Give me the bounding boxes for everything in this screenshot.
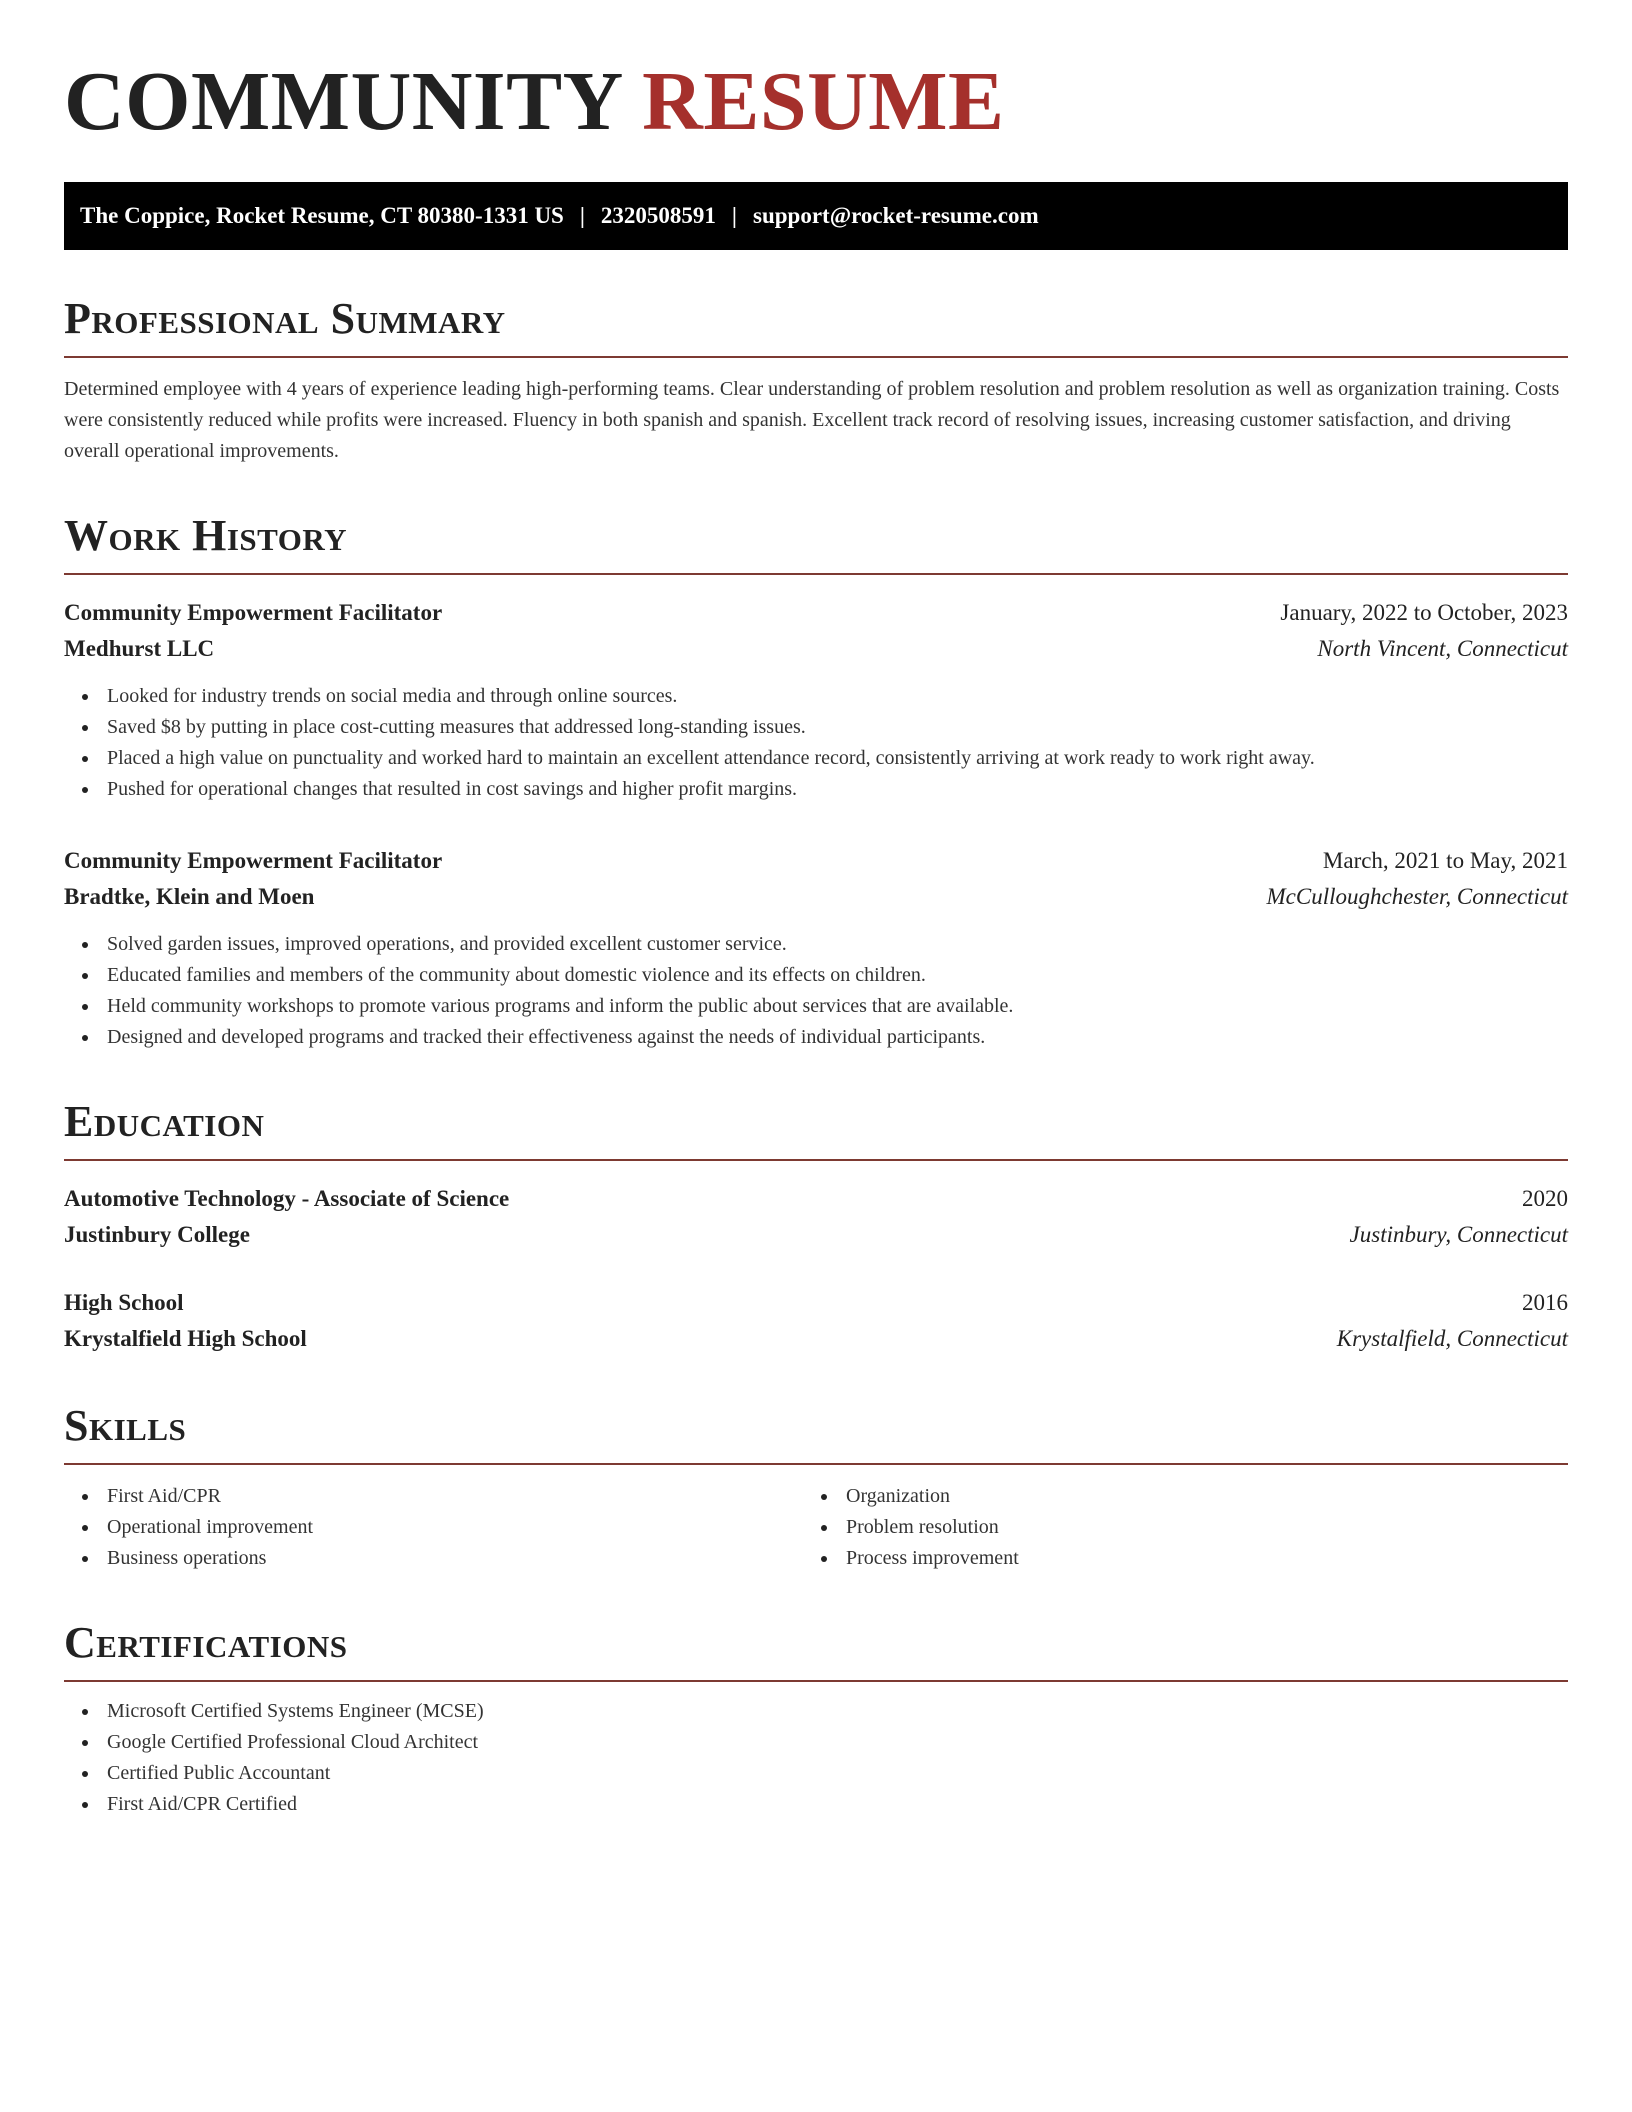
education-location: Justinbury, Connecticut <box>1349 1222 1568 1247</box>
job-bullets <box>64 929 1568 1053</box>
certifications-section <box>64 1618 1568 1820</box>
section-divider <box>64 573 1568 575</box>
last-name: RESUME <box>642 55 1005 148</box>
job-role: Community Empowerment Facilitator <box>64 848 443 873</box>
job-role: Community Empowerment Facilitator <box>64 600 443 625</box>
skills-column-right <box>816 1481 1568 1574</box>
certification-item: Certified Public Accountant <box>107 1758 1568 1789</box>
job-dates: January, 2022 to October, 2023 <box>1280 600 1568 625</box>
skill-item: First Aid/CPR <box>107 1481 816 1512</box>
job-company: Bradtke, Klein and Moen <box>64 884 315 909</box>
section-divider <box>64 1463 1568 1465</box>
education-year: 2016 <box>1522 1290 1568 1315</box>
contact-separator: | <box>731 203 737 228</box>
contact-email: support@rocket-resume.com <box>753 203 1039 228</box>
job-location: North Vincent, Connecticut <box>1317 636 1568 661</box>
job-bullet: Placed a high value on punctuality and worked hard to maintain an excellent attendance record, consistently arriving at work ready to work right away. <box>107 743 1568 774</box>
contact-address: The Coppice, Rocket Resume, CT 80380-1331 US <box>80 203 564 228</box>
education-degree: High School <box>64 1290 184 1315</box>
education-entry <box>64 1285 1568 1357</box>
section-divider <box>64 356 1568 358</box>
education-entry <box>64 1181 1568 1253</box>
summary-section <box>64 294 1568 467</box>
section-title-certifications: Certifications <box>64 1618 348 1667</box>
certification-list <box>64 1696 1568 1820</box>
contact-bar <box>64 182 1568 250</box>
job-bullet: Looked for industry trends on social media and through online sources. <box>107 681 1568 712</box>
education-school: Justinbury College <box>64 1222 250 1247</box>
skill-item: Problem resolution <box>846 1512 1568 1543</box>
skill-item: Process improvement <box>846 1543 1568 1574</box>
job-bullet: Educated families and members of the community about domestic violence and its effects on children. <box>107 960 1568 991</box>
section-divider <box>64 1159 1568 1161</box>
education-section <box>64 1097 1568 1357</box>
job-bullet: Saved $8 by putting in place cost-cutting measures that addressed long-standing issues. <box>107 712 1568 743</box>
certification-item: Google Certified Professional Cloud Architect <box>107 1727 1568 1758</box>
skills-column-left <box>64 1481 816 1574</box>
skill-item: Business operations <box>107 1543 816 1574</box>
job-bullet: Pushed for operational changes that resulted in cost savings and higher profit margins. <box>107 774 1568 805</box>
skill-item: Organization <box>846 1481 1568 1512</box>
section-divider <box>64 1680 1568 1682</box>
job-bullets <box>64 681 1568 805</box>
section-title-summary: Professional Summary <box>64 294 506 343</box>
certification-item: First Aid/CPR Certified <box>107 1789 1568 1820</box>
job-location: McCulloughchester, Connecticut <box>1266 884 1568 909</box>
skills-grid <box>64 1481 1568 1574</box>
summary-text: Determined employee with 4 years of experience leading high-performing teams. Clear understanding of problem resolution and problem resolution as well as organization training. Costs were consistently reduced while profits were increased. Fluency in both spanish and spanish. Excellent track record of resolving issues, increasing customer satisfaction, and driving overall operational improvements. <box>64 378 1560 462</box>
education-location: Krystalfield, Connecticut <box>1336 1326 1568 1351</box>
job-bullet: Held community workshops to promote various programs and inform the public about services that are available. <box>107 991 1568 1022</box>
section-title-work-history: Work History <box>64 511 348 560</box>
certification-item: Microsoft Certified Systems Engineer (MCSE) <box>107 1696 1568 1727</box>
contact-separator: | <box>579 203 585 228</box>
job-entry <box>64 843 1568 1053</box>
section-title-skills: Skills <box>64 1401 187 1450</box>
education-year: 2020 <box>1522 1186 1568 1211</box>
resume-name <box>64 52 1568 152</box>
skills-section <box>64 1401 1568 1574</box>
first-name: COMMUNITY <box>64 55 621 148</box>
job-dates: March, 2021 to May, 2021 <box>1322 848 1568 873</box>
job-bullet: Solved garden issues, improved operations, and provided excellent customer service. <box>107 929 1568 960</box>
job-company: Medhurst LLC <box>64 636 215 661</box>
education-degree: Automotive Technology - Associate of Science <box>64 1186 510 1211</box>
job-entry <box>64 595 1568 805</box>
contact-phone: 2320508591 <box>600 203 716 228</box>
education-school: Krystalfield High School <box>64 1326 307 1351</box>
job-bullet: Designed and developed programs and tracked their effectiveness against the needs of individual participants. <box>107 1022 1568 1053</box>
section-title-education: Education <box>64 1097 265 1146</box>
skill-item: Operational improvement <box>107 1512 816 1543</box>
work-history-section <box>64 511 1568 1053</box>
